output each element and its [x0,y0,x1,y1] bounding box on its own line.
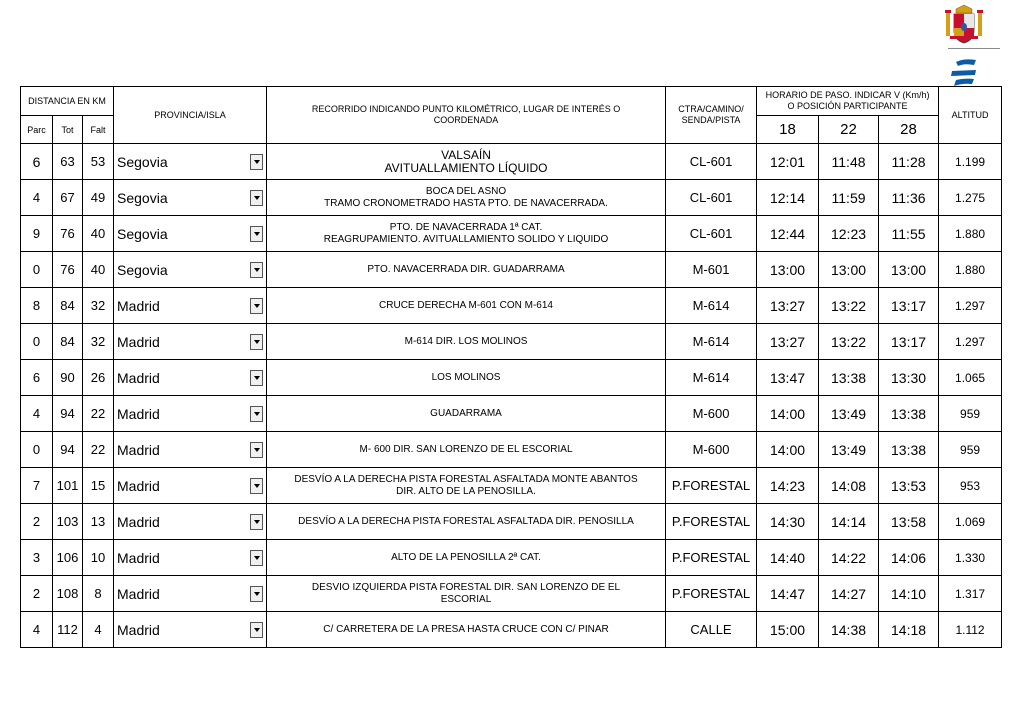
province-cell[interactable] [114,144,267,180]
road-cell: CL-601 [666,180,757,216]
time-22-cell: 11:48 [819,144,879,180]
tot-cell: 63 [53,144,83,180]
tot-header: Tot [53,116,83,144]
falt-cell: 13 [83,504,114,540]
table-row [21,144,1002,180]
falt-cell: 53 [83,144,114,180]
route-description-text: BOCA DEL ASNO TRAMO CRONOMETRADO HASTA PTO. DE NAVACERRADA. [324,185,608,209]
falt-cell: 4 [83,612,114,648]
parc-cell: 2 [21,576,53,612]
falt-cell: 40 [83,216,114,252]
header-row-1 [21,87,1002,116]
road-cell: P.FORESTAL [666,504,757,540]
table-row [21,180,1002,216]
tot-cell: 112 [53,612,83,648]
time-18-cell: 12:01 [757,144,819,180]
parc-cell: 0 [21,432,53,468]
province-value: Segovia [117,261,168,278]
province-cell[interactable] [114,504,267,540]
province-value: Madrid [117,477,160,494]
time-22-cell: 13:49 [819,396,879,432]
parc-cell: 0 [21,324,53,360]
altitude-cell: 1.199 [939,144,1002,180]
time-22-cell: 14:38 [819,612,879,648]
dropdown-arrow-icon[interactable] [250,478,263,494]
time-18-cell: 14:00 [757,396,819,432]
time-18-cell: 14:23 [757,468,819,504]
province-value: Madrid [117,405,160,422]
altitude-header: ALTITUD [939,87,1002,144]
province-value: Segovia [117,225,168,242]
province-cell[interactable] [114,612,267,648]
spain-coat-of-arms-icon [944,4,984,46]
falt-header: Falt [83,116,114,144]
parc-cell: 4 [21,612,53,648]
dropdown-arrow-icon[interactable] [250,442,263,458]
route-description-text: M- 600 DIR. SAN LORENZO DE EL ESCORIAL [359,443,573,455]
route-header: RECORRIDO INDICANDO PUNTO KILOMÉTRICO, LUGAR DE INTERÉS O COORDENADA [267,87,666,144]
road-cell: M-601 [666,252,757,288]
dropdown-arrow-icon[interactable] [250,190,263,206]
table-row [21,252,1002,288]
route-description-cell [267,468,666,504]
falt-cell: 32 [83,288,114,324]
time-28-cell: 13:17 [879,324,939,360]
table-row [21,504,1002,540]
road-cell: CALLE [666,612,757,648]
dropdown-arrow-icon[interactable] [250,550,263,566]
province-cell[interactable] [114,360,267,396]
altitude-cell: 1.069 [939,504,1002,540]
falt-cell: 22 [83,396,114,432]
parc-cell: 8 [21,288,53,324]
parc-cell: 0 [21,252,53,288]
table-row [21,432,1002,468]
time-22-cell: 13:38 [819,360,879,396]
time-28-cell: 13:17 [879,288,939,324]
time-28-cell: 14:06 [879,540,939,576]
time-18-cell: 13:27 [757,324,819,360]
road-cell: M-614 [666,360,757,396]
province-cell[interactable] [114,468,267,504]
time-22-cell: 13:22 [819,324,879,360]
province-header: PROVINCIA/ISLA [114,87,267,144]
road-cell: P.FORESTAL [666,540,757,576]
table-row [21,612,1002,648]
time-18-cell: 12:14 [757,180,819,216]
speed-18-header: 18 [757,116,819,144]
dropdown-arrow-icon[interactable] [250,514,263,530]
time-22-cell: 12:23 [819,216,879,252]
province-value: Madrid [117,585,160,602]
route-description-cell [267,396,666,432]
time-22-cell: 14:08 [819,468,879,504]
falt-cell: 10 [83,540,114,576]
dropdown-arrow-icon[interactable] [250,298,263,314]
province-value: Madrid [117,549,160,566]
time-18-cell: 13:27 [757,288,819,324]
federation-logo-icon [950,58,978,88]
road-cell: M-614 [666,324,757,360]
tot-cell: 76 [53,216,83,252]
table-row [21,576,1002,612]
province-cell[interactable] [114,252,267,288]
distance-header: DISTANCIA EN KM [21,87,114,116]
time-18-cell: 14:00 [757,432,819,468]
road-cell: M-600 [666,396,757,432]
altitude-cell: 1.275 [939,180,1002,216]
altitude-cell: 1.330 [939,540,1002,576]
time-28-cell: 14:10 [879,576,939,612]
tot-cell: 101 [53,468,83,504]
route-description-text: VALSAÍN AVITUALLAMIENTO LÍQUIDO [384,147,548,175]
province-value: Madrid [117,621,160,638]
time-18-cell: 14:47 [757,576,819,612]
table-row [21,324,1002,360]
time-28-cell: 13:38 [879,396,939,432]
parc-cell: 4 [21,180,53,216]
table-row [21,540,1002,576]
dropdown-arrow-icon[interactable] [250,406,263,422]
province-cell[interactable] [114,540,267,576]
time-22-cell: 13:00 [819,252,879,288]
tot-cell: 94 [53,396,83,432]
dropdown-arrow-icon[interactable] [250,370,263,386]
road-cell: M-614 [666,288,757,324]
tot-cell: 84 [53,324,83,360]
time-28-cell: 13:38 [879,432,939,468]
speed-28-header: 28 [879,116,939,144]
route-description-text: C/ CARRETERA DE LA PRESA HASTA CRUCE CON C/ PINAR [323,623,609,635]
falt-cell: 40 [83,252,114,288]
route-description-cell [267,612,666,648]
route-description-cell [267,324,666,360]
route-description-cell [267,252,666,288]
altitude-cell: 953 [939,468,1002,504]
tot-cell: 106 [53,540,83,576]
tot-cell: 76 [53,252,83,288]
route-description-text: GUADARRAMA [430,407,502,419]
province-value: Madrid [117,333,160,350]
route-description-cell [267,288,666,324]
parc-cell: 3 [21,540,53,576]
table-row [21,288,1002,324]
route-description-text: DESVÍO A LA DERECHA PISTA FORESTAL ASFALTADA DIR. PENOSILLA [298,515,634,527]
time-28-cell: 13:53 [879,468,939,504]
route-description-text: LOS MOLINOS [431,371,501,383]
altitude-cell: 959 [939,432,1002,468]
road-cell: P.FORESTAL [666,576,757,612]
province-cell[interactable] [114,216,267,252]
province-cell[interactable] [114,288,267,324]
time-18-cell: 14:40 [757,540,819,576]
falt-cell: 8 [83,576,114,612]
route-description-text: DESVÍO A LA DERECHA PISTA FORESTAL ASFALTADA MONTE ABANTOS DIR. ALTO DE LA PENOSILLA. [294,473,638,497]
altitude-cell: 1.880 [939,216,1002,252]
tot-cell: 67 [53,180,83,216]
tot-cell: 90 [53,360,83,396]
province-value: Madrid [117,513,160,530]
province-cell[interactable] [114,324,267,360]
time-22-cell: 14:14 [819,504,879,540]
speed-22-header: 22 [819,116,879,144]
falt-cell: 49 [83,180,114,216]
dropdown-arrow-icon[interactable] [250,622,263,638]
parc-cell: 2 [21,504,53,540]
route-description-cell [267,432,666,468]
falt-cell: 26 [83,360,114,396]
time-22-cell: 14:22 [819,540,879,576]
time-22-cell: 13:22 [819,288,879,324]
province-value: Madrid [117,441,160,458]
table-row [21,360,1002,396]
route-table [20,86,1002,648]
tot-cell: 94 [53,432,83,468]
time-28-cell: 14:18 [879,612,939,648]
province-cell[interactable] [114,432,267,468]
parc-cell: 6 [21,360,53,396]
falt-cell: 32 [83,324,114,360]
province-value: Segovia [117,153,168,170]
route-description-text: M-614 DIR. LOS MOLINOS [404,335,528,347]
road-header: CTRA/CAMINO/ SENDA/PISTA [666,87,757,144]
route-description-cell [267,144,666,180]
time-28-cell: 13:30 [879,360,939,396]
time-18-cell: 13:00 [757,252,819,288]
parc-cell: 4 [21,396,53,432]
time-18-cell: 15:00 [757,612,819,648]
time-28-cell: 11:36 [879,180,939,216]
time-22-cell: 14:27 [819,576,879,612]
time-22-cell: 13:49 [819,432,879,468]
header-divider [948,48,1000,49]
time-28-cell: 11:28 [879,144,939,180]
time-18-cell: 13:47 [757,360,819,396]
province-cell[interactable] [114,576,267,612]
tot-cell: 103 [53,504,83,540]
province-cell[interactable] [114,396,267,432]
falt-cell: 15 [83,468,114,504]
tot-cell: 84 [53,288,83,324]
parc-cell: 6 [21,144,53,180]
road-cell: CL-601 [666,216,757,252]
time-28-cell: 11:55 [879,216,939,252]
dropdown-arrow-icon[interactable] [250,334,263,350]
table-row [21,468,1002,504]
altitude-cell: 959 [939,396,1002,432]
dropdown-arrow-icon[interactable] [250,154,263,170]
route-description-cell [267,360,666,396]
parc-cell: 9 [21,216,53,252]
time-18-cell: 12:44 [757,216,819,252]
schedule-header: HORARIO DE PASO. INDICAR V (Km/h) O POSICIÓN PARTICIPANTE [757,87,939,116]
road-cell: M-600 [666,432,757,468]
route-description-cell [267,576,666,612]
time-28-cell: 13:00 [879,252,939,288]
altitude-cell: 1.065 [939,360,1002,396]
altitude-cell: 1.112 [939,612,1002,648]
province-value: Madrid [117,369,160,386]
route-description-text: ALTO DE LA PENOSILLA 2ª CAT. [391,551,541,563]
route-description-cell [267,216,666,252]
table-row [21,396,1002,432]
route-description-text: CRUCE DERECHA M-601 CON M-614 [379,299,553,311]
altitude-cell: 1.317 [939,576,1002,612]
falt-cell: 22 [83,432,114,468]
province-value: Madrid [117,297,160,314]
altitude-cell: 1.880 [939,252,1002,288]
route-description-text: PTO. DE NAVACERRADA 1ª CAT. REAGRUPAMIENTO. AVITUALLAMIENTO SOLIDO Y LIQUIDO [323,221,609,245]
route-description-text: PTO. NAVACERRADA DIR. GUADARRAMA [367,263,565,275]
dropdown-arrow-icon[interactable] [250,226,263,242]
time-18-cell: 14:30 [757,504,819,540]
parc-cell: 7 [21,468,53,504]
altitude-cell: 1.297 [939,324,1002,360]
table-row [21,216,1002,252]
parc-header: Parc [21,116,53,144]
road-cell: CL-601 [666,144,757,180]
route-description-cell [267,180,666,216]
road-cell: P.FORESTAL [666,468,757,504]
time-22-cell: 11:59 [819,180,879,216]
altitude-cell: 1.297 [939,288,1002,324]
dropdown-arrow-icon[interactable] [250,586,263,602]
time-28-cell: 13:58 [879,504,939,540]
route-description-cell [267,504,666,540]
tot-cell: 108 [53,576,83,612]
dropdown-arrow-icon[interactable] [250,262,263,278]
province-cell[interactable] [114,180,267,216]
route-description-text: DESVIO IZQUIERDA PISTA FORESTAL DIR. SAN LORENZO DE EL ESCORIAL [311,581,621,605]
route-description-cell [267,540,666,576]
province-value: Segovia [117,189,168,206]
